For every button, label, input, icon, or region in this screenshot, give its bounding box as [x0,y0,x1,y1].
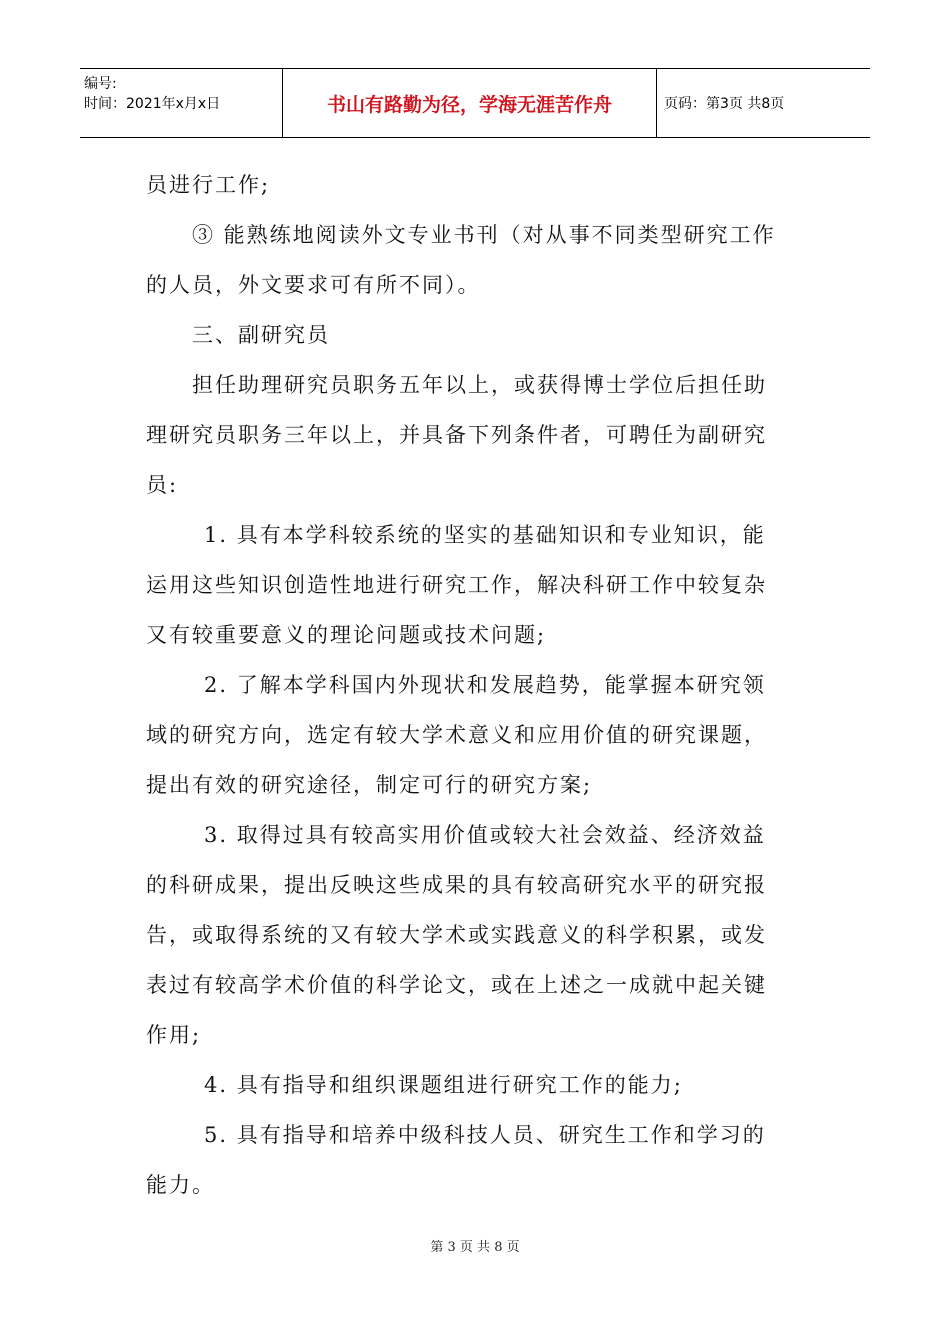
header-left-cell [80,69,283,137]
body-line: 提出有效的研究途径，制定可行的研究方案; [146,773,593,797]
body-line: 的科研成果，提出反映这些成果的具有较高研究水平的研究报 [146,873,767,897]
body-line: 理研究员职务三年以上，并具备下列条件者，可聘任为副研究 [146,423,767,447]
body-line: 又有较重要意义的理论问题或技术问题; [146,623,547,647]
body-line: 作用; [146,1023,202,1047]
header-page-info: 页码：第3页 共8页 [664,96,785,112]
body-line: 员进行工作; [146,173,271,197]
body-line: 运用这些知识创造性地进行研究工作，解决科研工作中较复杂 [146,573,767,597]
page-header [80,68,870,138]
list-item: 1. 具有本学科较系统的坚实的基础知识和专业知识，能 [204,523,766,547]
body-line: 担任助理研究员职务五年以上，或获得博士学位后担任助 [192,373,767,397]
list-item: 4. 具有指导和组织课题组进行研究工作的能力; [204,1073,683,1097]
list-item: 5. 具有指导和培养中级科技人员、研究生工作和学习的 [204,1123,766,1147]
body-line: 域的研究方向，选定有较大学术意义和应用价值的研究课题， [146,723,767,747]
body-line: ③ 能熟练地阅读外文专业书刊（对从事不同类型研究工作 [192,223,776,247]
body-line: 的人员，外文要求可有所不同）。 [146,273,481,297]
body-line: 表过有较高学术价值的科学论文，或在上述之一成就中起关键 [146,973,767,997]
page-footer: 第 3 页 共 8 页 [430,1240,520,1255]
section-heading: 三、副研究员 [192,323,330,347]
document-time-label: 时间：2021年x月x日 [84,96,221,112]
body-line: 告，或取得系统的又有较大学术或实践意义的科学积累，或发 [146,923,767,947]
list-item: 2. 了解本学科国内外现状和发展趋势，能掌握本研究领 [204,673,766,697]
header-page-info-cell [657,69,870,137]
body-line: 员: [146,473,179,497]
document-number-label: 编号: [84,76,117,92]
list-item: 3. 取得过具有较高实用价值或较大社会效益、经济效益 [204,823,766,847]
header-motto: 书山有路勤为径，学海无涯苦作舟 [283,69,657,137]
body-line: 能力。 [146,1173,215,1197]
